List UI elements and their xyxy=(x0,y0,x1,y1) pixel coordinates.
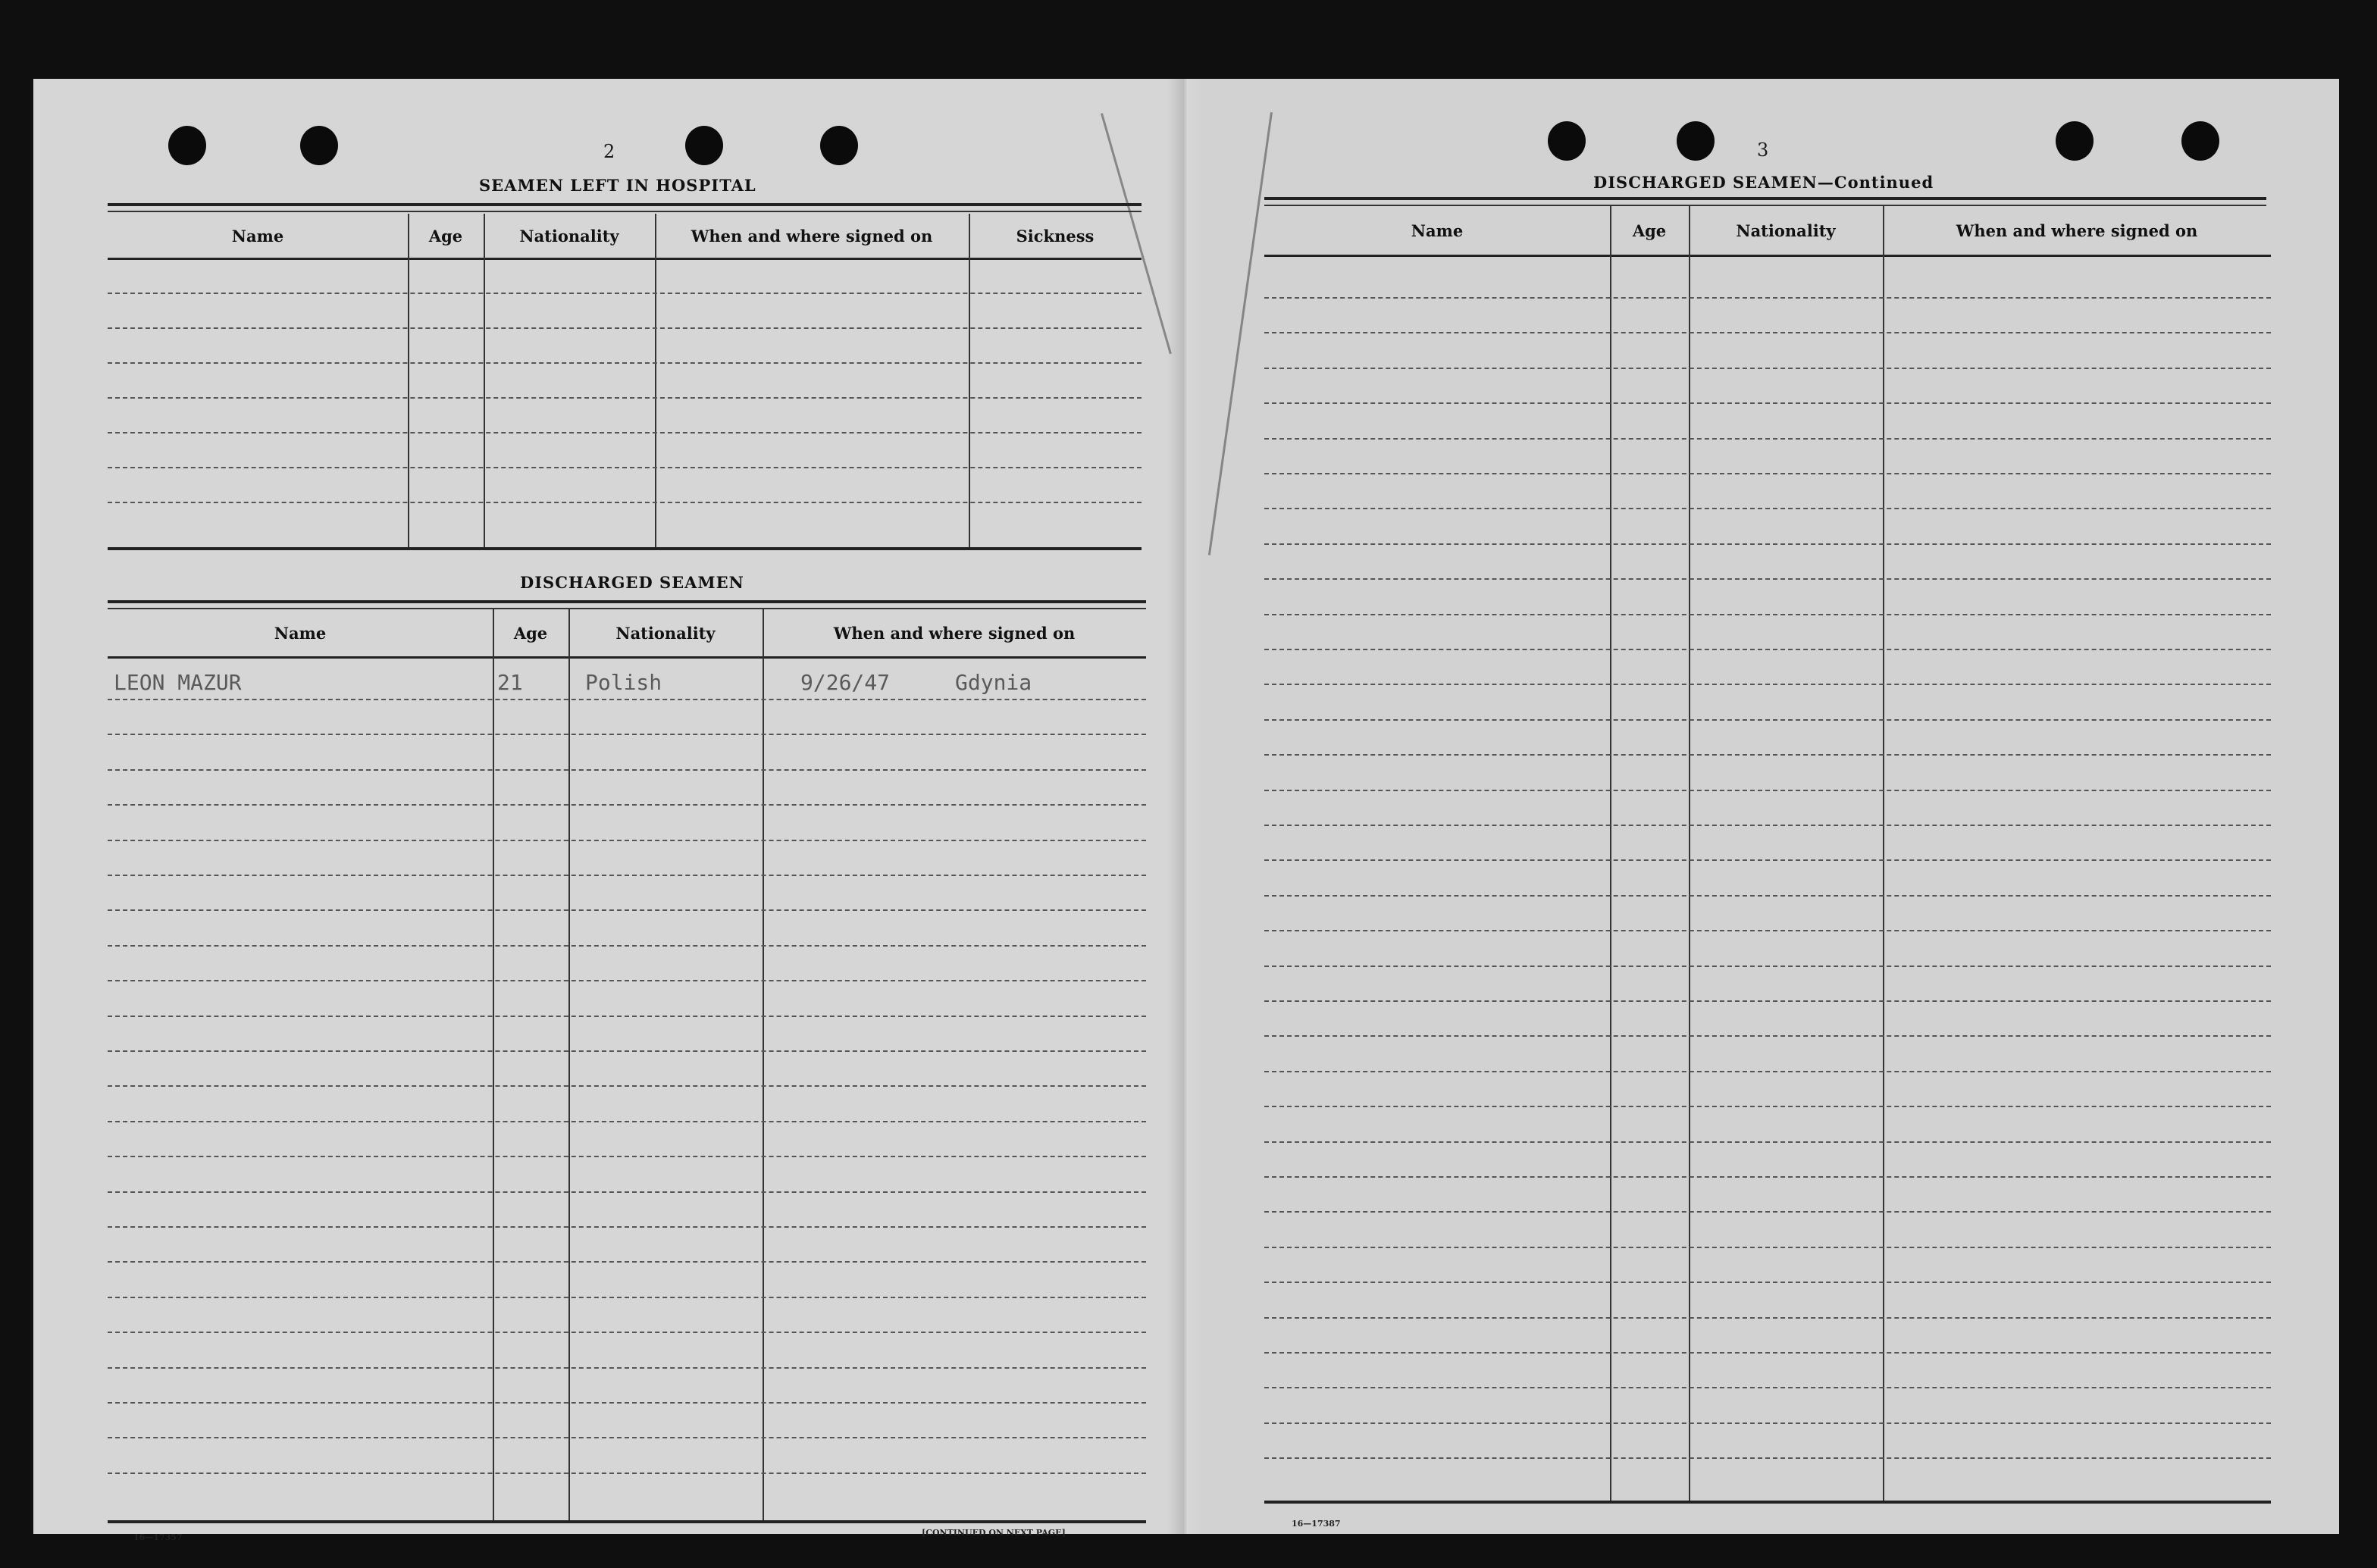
discharged-continued-header xyxy=(1264,206,2271,257)
ruled-line xyxy=(108,734,1146,735)
punch-hole xyxy=(168,126,206,165)
discharged-table-header xyxy=(108,609,1146,659)
ruled-line xyxy=(1264,895,2271,897)
ruled-line xyxy=(1264,790,2271,791)
ruled-line xyxy=(1264,297,2271,299)
discharged-continued-table xyxy=(1264,206,2271,1501)
ruled-line xyxy=(1264,684,2271,685)
ruled-line xyxy=(1264,754,2271,756)
ruled-line xyxy=(1264,368,2271,369)
col-age-header: Age xyxy=(513,623,548,643)
page-number: 3 xyxy=(1757,139,1769,161)
col-age-header: Age xyxy=(1632,221,1667,240)
column-divider xyxy=(568,609,570,1522)
col-name-header: Name xyxy=(274,623,327,643)
ruled-line xyxy=(108,909,1146,911)
ruled-line xyxy=(1264,859,2271,861)
ruled-line xyxy=(108,840,1146,841)
ruled-line xyxy=(108,293,1142,294)
form-number: 16—17387 xyxy=(1292,1519,1341,1529)
ruled-line xyxy=(1264,1352,2271,1354)
entry-place: Gdynia xyxy=(955,670,1032,695)
ruled-line xyxy=(1264,1211,2271,1213)
ruled-line xyxy=(108,1297,1146,1298)
punch-hole xyxy=(820,126,858,165)
section-rule xyxy=(108,547,1142,550)
ruled-line xyxy=(1264,438,2271,440)
ruled-line xyxy=(108,362,1142,364)
col-name-header: Name xyxy=(231,226,284,246)
ruled-line xyxy=(1264,825,2271,826)
ruled-line xyxy=(1264,402,2271,404)
ruled-line xyxy=(108,397,1142,399)
column-divider xyxy=(493,609,494,1522)
col-nationality-header: Nationality xyxy=(1736,221,1836,240)
hospital-table-header xyxy=(108,214,1142,260)
column-divider xyxy=(1689,206,1690,1504)
ruled-line xyxy=(108,1402,1146,1404)
ruled-line xyxy=(1264,1141,2271,1143)
section-rule xyxy=(108,600,1146,603)
hospital-section-title: SEAMEN LEFT IN HOSPITAL xyxy=(479,176,756,195)
left-page xyxy=(33,79,1185,1542)
ruled-line xyxy=(1264,1457,2271,1459)
ruled-line xyxy=(108,699,1146,700)
ruled-line xyxy=(1264,1317,2271,1319)
ruled-line xyxy=(108,980,1146,981)
ruled-line xyxy=(1264,930,2271,931)
ruled-line xyxy=(1264,1106,2271,1107)
ruled-line xyxy=(108,1085,1146,1087)
top-rule xyxy=(108,203,1142,206)
ruled-line xyxy=(1264,473,2271,474)
ruled-line xyxy=(1264,1387,2271,1388)
ruled-line xyxy=(108,769,1146,771)
ruled-line xyxy=(1264,1071,2271,1072)
ruled-line xyxy=(1264,614,2271,615)
ruled-line xyxy=(1264,966,2271,967)
ruled-line xyxy=(108,1332,1146,1333)
entry-name: LEON MAZUR xyxy=(114,670,242,695)
ruled-line xyxy=(108,1473,1146,1474)
ruled-line xyxy=(108,945,1146,947)
top-rule-secondary xyxy=(108,211,1142,212)
top-rule xyxy=(1264,197,2266,200)
ruled-line xyxy=(108,1121,1146,1122)
ruled-line xyxy=(1264,1247,2271,1248)
col-sickness-header: Sickness xyxy=(1016,226,1095,246)
ruled-line xyxy=(108,804,1146,806)
punch-hole xyxy=(2181,121,2219,161)
ruled-line xyxy=(108,1016,1146,1017)
discharged-table xyxy=(108,609,1146,1522)
ruled-line xyxy=(108,502,1142,503)
hospital-table xyxy=(108,214,1142,547)
column-divider xyxy=(1883,206,1884,1504)
bottom-rule xyxy=(108,1520,1146,1523)
ruled-line xyxy=(1264,1422,2271,1424)
ruled-line xyxy=(108,1191,1146,1193)
punch-hole xyxy=(685,126,723,165)
column-divider xyxy=(484,214,485,550)
ruled-line xyxy=(1264,719,2271,721)
ruled-line xyxy=(108,1226,1146,1228)
column-divider xyxy=(408,214,409,550)
ruled-line xyxy=(108,467,1142,468)
entry-date: 9/26/47 xyxy=(800,670,891,695)
ruled-line xyxy=(108,432,1142,433)
col-name-header: Name xyxy=(1411,221,1464,240)
ruled-line xyxy=(108,327,1142,329)
entry-nationality: Polish xyxy=(585,670,662,695)
ruled-line xyxy=(1264,1000,2271,1002)
col-nationality-header: Nationality xyxy=(615,623,716,643)
entry-age: 21 xyxy=(497,670,523,695)
right-page xyxy=(1185,79,2339,1534)
column-divider xyxy=(763,609,764,1522)
column-divider xyxy=(655,214,656,550)
ruled-line xyxy=(1264,1176,2271,1178)
col-signed-on-header: When and where signed on xyxy=(1956,221,2198,240)
col-signed-on-header: When and where signed on xyxy=(833,623,1076,643)
ruled-line xyxy=(1264,332,2271,333)
bottom-rule xyxy=(1264,1501,2271,1504)
ruled-line xyxy=(1264,1282,2271,1283)
col-age-header: Age xyxy=(428,226,463,246)
ruled-line xyxy=(108,1050,1146,1052)
ruled-line xyxy=(1264,508,2271,509)
punch-hole xyxy=(1548,121,1586,161)
ruled-line xyxy=(108,1156,1146,1157)
ruled-line xyxy=(108,1367,1146,1369)
col-nationality-header: Nationality xyxy=(519,226,619,246)
punch-hole xyxy=(1677,121,1715,161)
ruled-line xyxy=(1264,649,2271,650)
page-number: 2 xyxy=(603,141,615,162)
page-fold xyxy=(1167,79,1204,1534)
column-divider xyxy=(1610,206,1611,1504)
form-number: 16—17357 xyxy=(133,1532,183,1542)
ruled-line xyxy=(108,875,1146,876)
ruled-line xyxy=(108,1437,1146,1438)
continued-note: [CONTINUED ON NEXT PAGE] xyxy=(922,1528,1066,1538)
col-signed-on-header: When and where signed on xyxy=(691,226,933,246)
ruled-line xyxy=(1264,1035,2271,1037)
punch-hole xyxy=(2056,121,2094,161)
ruled-line xyxy=(1264,543,2271,545)
ruled-line xyxy=(1264,578,2271,580)
ruled-line xyxy=(108,1261,1146,1263)
discharged-section-title: DISCHARGED SEAMEN xyxy=(520,573,744,592)
column-divider xyxy=(969,214,970,550)
discharged-continued-title: DISCHARGED SEAMEN—Continued xyxy=(1593,173,1934,192)
punch-hole xyxy=(300,126,338,165)
